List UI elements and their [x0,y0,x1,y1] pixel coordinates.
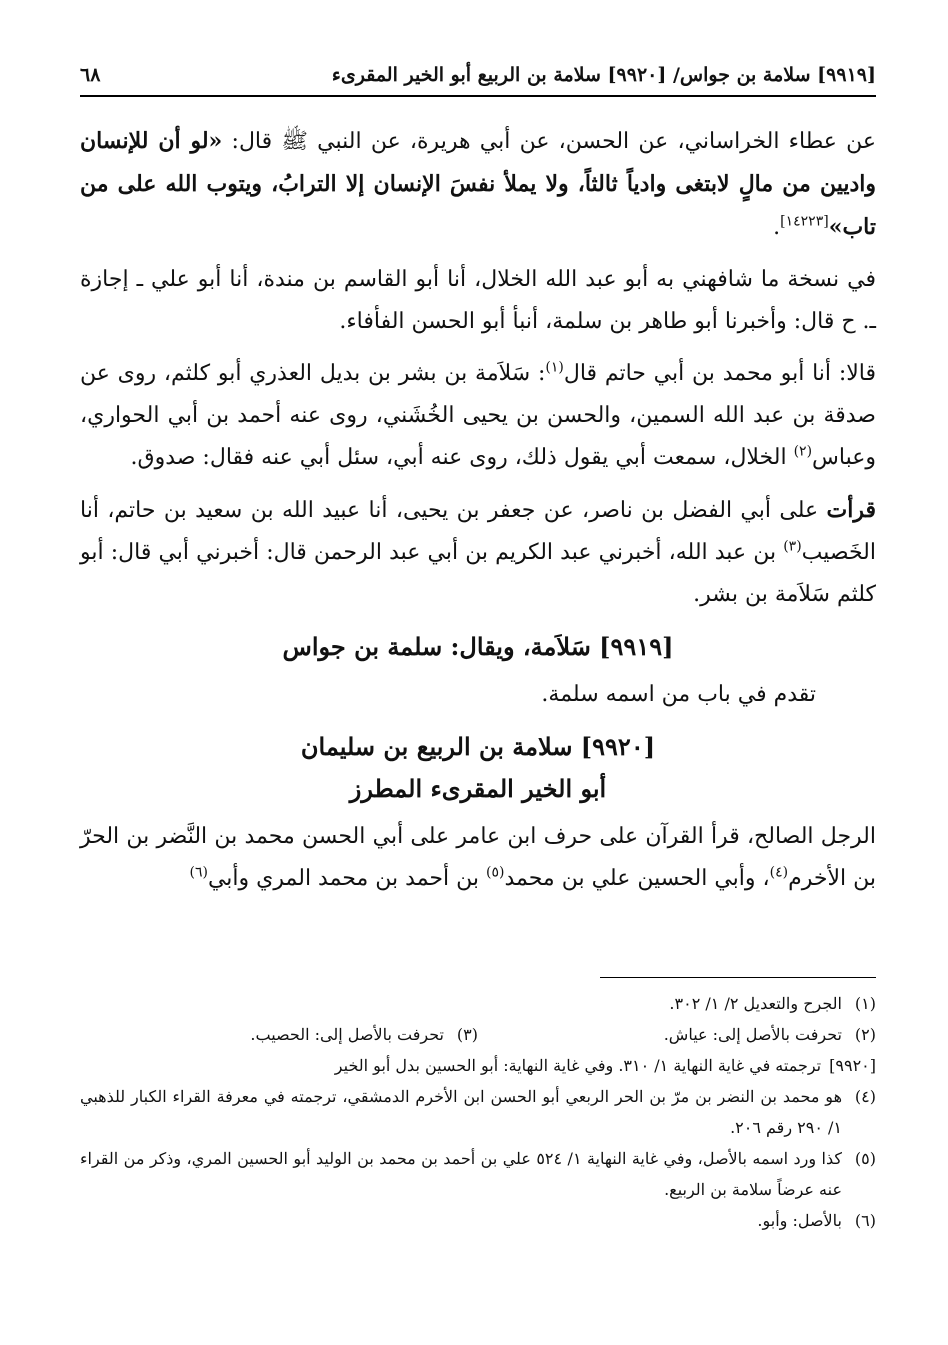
entry-text-b: ، وأبي الحسين علي بن محمد [504,866,770,891]
footnote-ref-3: (٣) [783,538,802,555]
running-header [80,58,876,92]
entry-heading-9920 [80,726,876,810]
main-text [80,120,876,910]
footnote-ref-6: (٦) [189,864,208,881]
footnote-3 [80,1019,478,1050]
entry-heading-9919: [٩٩١٩] سَلاَمة، ويقال: سلمة بن جواس [282,632,674,661]
hadith-chain: عن عطاء الخراساني، عن الحسن، عن أبي هريرة، عن النبي ﷺ قال: [222,129,876,154]
reading-text-b: بن عبد الله، أخبرني عبد الكريم بن أبي عبد الرحمن قال: أخبرني أبي قال: أبو كلثم سَلاَمة بن بشر. [80,540,876,607]
footnote-number: (٥) [854,1149,876,1168]
bio-text-a: قالا: أنا أبو محمد بن أبي حاتم قال [563,361,877,386]
paragraph-biography [80,353,876,479]
hadith-end: . [773,215,781,240]
footnote-5 [80,1143,876,1205]
footnote-number: (١) [854,994,876,1013]
entry-text-a: الرجل الصالح، قرأ القرآن على حرف ابن عامر على أبي الحسن محمد بن النَّضر بن الحرّ بن الأخرم [80,824,876,891]
entry-text-c: بن أحمد بن محمد المري وأبي [207,866,486,891]
paragraph-reading [80,489,876,616]
paragraph-cross-reference: تقدم في باب من اسمه سلمة. [541,682,816,707]
footnote-6 [80,1205,876,1236]
paragraph-hadith [80,120,876,249]
hadith-text: «لو أن للإنسان واديين من مالٍ لابتغى وادياً ثالثاً، ولا يملأ نفسَ الإنسان إلا الترابُ، ويتوب الله على من تاب» [80,128,876,240]
footnote-ref-2: (٢) [793,443,813,460]
entry-heading-9920-line2: أبو الخير المقرىء المطرز [349,774,607,803]
footnote-number: (٢) [854,1025,876,1044]
footnote-9920 [80,1050,876,1081]
footnote-text: كذا ورد اسمه بالأصل، وفي غاية النهاية ١/ ٥٢٤ علي بن أحمد بن محمد بن الوليد أبو الحسين المري، وذكر من القراء عنه عرضاً سلامة بن الربيع. [80,1149,842,1199]
footnote-text: بالأصل: وأبو. [757,1211,842,1230]
running-title: [٩٩١٩] سلامة بن جواس/ [٩٩٢٠] سلامة بن الربيع أبو الخير المقرىء [331,64,876,86]
footnote-number: (٦) [854,1211,876,1230]
footnote-number: (٤) [854,1087,876,1106]
bio-text-c: الخلال، سمعت أبي يقول ذلك، روى عنه أبي، سئل أبي عنه فقال: صدوق. [130,445,794,470]
paragraph-chain: في نسخة ما شافهني به أبو عبد الله الخلال، أنا أبو القاسم بن مندة، أنا أبو علي ـ إجازة ـ. ح قال: وأخبرنا أبو طاهر بن سلمة، أنبأ أبو الحسن الفأفاء. [80,267,876,334]
entry-heading-9920-line1: [٩٩٢٠] سلامة بن الربيع بن سليمان [300,732,656,761]
footnote-text: تحرفت بالأصل إلى: الحصيب. [250,1025,444,1044]
footnote-number: [٩٩٢٠] [829,1056,876,1075]
footnote-pair [80,1019,876,1050]
footnote-4 [80,1081,876,1143]
paragraph-entry-9920 [80,816,876,900]
footnote-ref-5: (٥) [486,864,505,881]
footnote-rule [600,977,876,978]
footnote-text: هو محمد بن النضر بن مرّ بن الحر الربعي أبو الحسن ابن الأخرم الدمشقي، ترجمته في معرفة القراء الكبار للذهبي ١/ ٢٩٠ رقم ٢٠٦. [80,1087,842,1137]
bio-text-b: : سَلاَمة بن بشر بن بديل العذري أبو كلثم، روى عن صدقة بن عبد الله السمين، والحسن بن يحيى الخُشَني، روى عنه أحمد بن أبي الحواري، وعباس [80,361,876,470]
header-rule [80,95,876,97]
footnote-ref-4: (٤) [769,864,789,881]
footnote-2 [478,1019,876,1050]
hadith-ref: [١٤٢٢٣] [780,213,829,230]
reading-lead: قرأت [826,497,876,523]
reading-text-a: على أبي الفضل بن ناصر، عن جعفر بن يحيى، أنا عبيد الله بن سعيد بن حاتم، أنا الخَصيب [80,498,876,565]
page-number: ٦٨ [80,64,101,86]
footnote-text: الجرح والتعديل ٢/ ١/ ٣٠٢. [669,994,842,1013]
footnote-number: (٣) [456,1025,478,1044]
footnotes [80,988,876,1236]
footnote-text: تحرفت بالأصل إلى: عياش. [663,1025,842,1044]
footnote-1 [80,988,876,1019]
footnote-ref-1: (١) [545,359,564,376]
footnote-text: ترجمته في غاية النهاية ١/ ٣١٠. وفي غاية النهاية: أبو الحسين بدل أبو الخير [334,1056,822,1075]
